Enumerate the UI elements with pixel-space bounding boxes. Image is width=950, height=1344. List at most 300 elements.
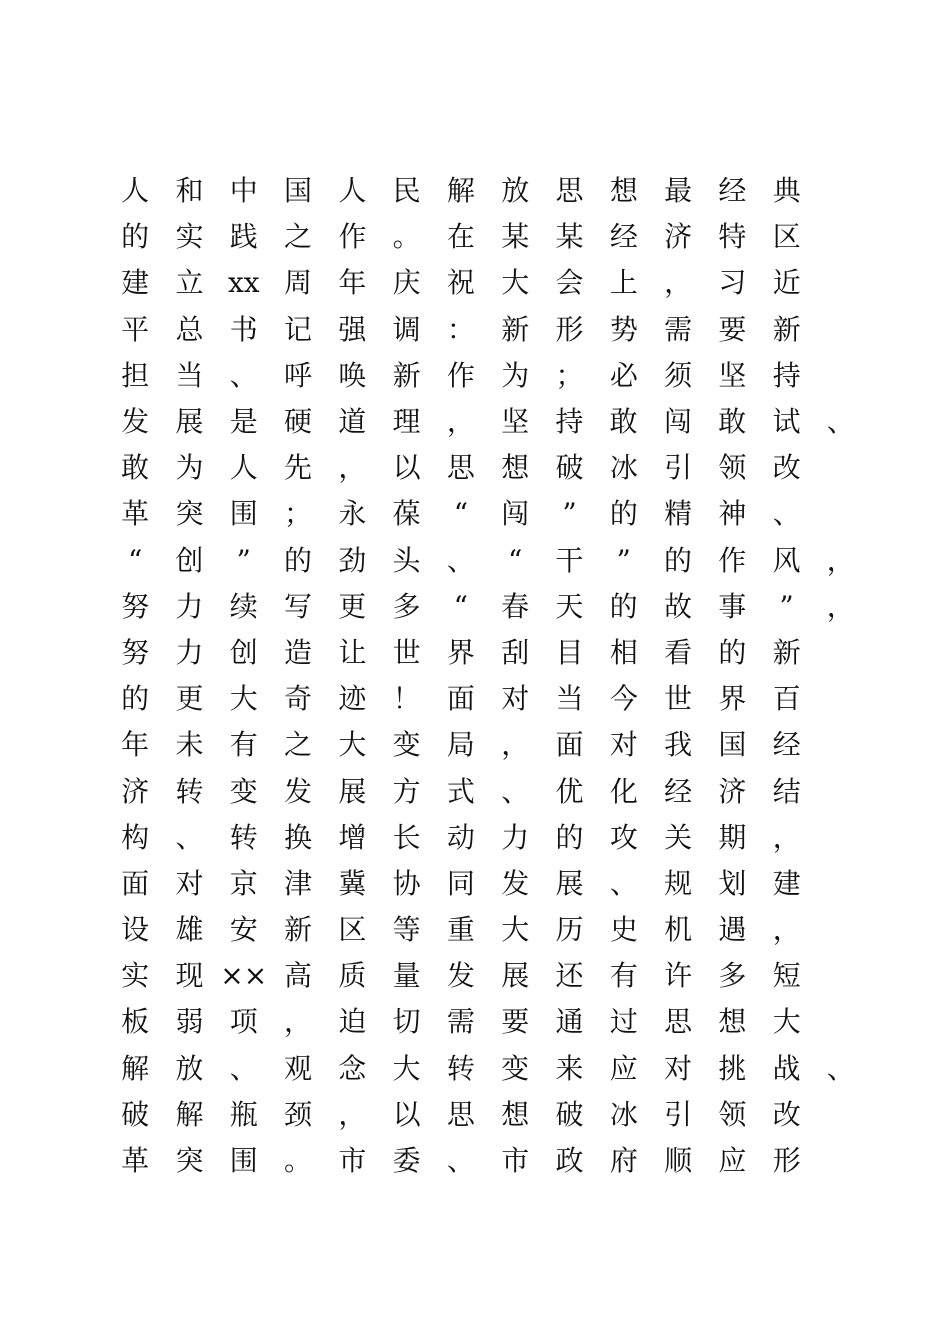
- text-char: 世: [392, 635, 421, 669]
- text-line: [108, 676, 868, 722]
- text-char: 试: [772, 405, 801, 439]
- text-char: 国: [284, 174, 313, 208]
- text-char: 呼: [284, 358, 313, 392]
- text-char: 国: [718, 728, 747, 762]
- text-char: 担: [121, 358, 150, 392]
- text-char: 中: [229, 174, 258, 208]
- text-char: 面: [555, 728, 584, 762]
- text-char: 写: [283, 589, 312, 623]
- text-char: 干: [555, 543, 584, 577]
- text-char: 挑: [718, 1051, 747, 1085]
- text-char: 事: [718, 589, 747, 623]
- text-char: 围: [229, 497, 258, 531]
- text-char: ，: [772, 820, 801, 854]
- text-char: 应: [609, 1051, 638, 1085]
- text-char: 新: [284, 913, 313, 947]
- text-char: 攻: [609, 820, 638, 854]
- text-char: 围: [229, 1144, 258, 1178]
- text-char: 区: [338, 913, 367, 947]
- text-char: 故: [663, 589, 692, 623]
- text-char: 市: [501, 1144, 530, 1178]
- text-char: 奇: [284, 682, 313, 716]
- text-char: 转: [229, 820, 258, 854]
- text-char: 史: [609, 913, 638, 947]
- text-char: 弱: [175, 1005, 204, 1039]
- text-char: 许: [664, 959, 693, 993]
- text-char: 。: [392, 220, 421, 254]
- text-char: 有: [229, 728, 258, 762]
- text-char: 战: [772, 1051, 801, 1085]
- text-char: 和: [175, 174, 204, 208]
- text-char: 放: [501, 174, 530, 208]
- text-char: 刮: [501, 635, 530, 669]
- text-char: ：: [446, 312, 475, 346]
- text-char: 闯: [663, 405, 692, 439]
- text-char: 、: [609, 866, 638, 900]
- text-char: 实: [175, 220, 204, 254]
- text-char: 人: [338, 174, 367, 208]
- text-char: 结: [772, 774, 801, 808]
- text-char: ，: [338, 451, 367, 485]
- text-char: ，: [664, 266, 693, 300]
- text-char: 践: [229, 220, 258, 254]
- text-line: [108, 584, 868, 630]
- text-line: [108, 630, 868, 676]
- text-char: 思: [446, 1097, 475, 1131]
- text-char: 思: [555, 174, 584, 208]
- text-line: [108, 538, 868, 584]
- text-char: 要: [718, 312, 747, 346]
- text-char: 想: [501, 1097, 530, 1131]
- text-char: 未: [175, 728, 204, 762]
- text-line: [108, 768, 868, 814]
- text-line: [108, 260, 868, 306]
- text-char: 高: [284, 959, 313, 993]
- text-char: 的: [718, 635, 747, 669]
- text-char: 冰: [609, 1097, 638, 1131]
- text-char: 在: [446, 220, 475, 254]
- text-char: 形: [772, 1144, 801, 1178]
- text-char: 闯: [501, 497, 530, 531]
- text-line: [108, 214, 868, 260]
- text-char: 现: [175, 959, 204, 993]
- text-line: [108, 722, 868, 768]
- text-char: 式: [446, 774, 475, 808]
- text-char: ，: [772, 913, 801, 947]
- text-char: 、: [229, 1051, 258, 1085]
- text-char: 同: [446, 866, 475, 900]
- text-char: 的: [283, 543, 312, 577]
- text-char: 突: [175, 1144, 204, 1178]
- text-char: 短: [772, 959, 801, 993]
- text-char: 新: [392, 358, 421, 392]
- text-char: 、: [501, 774, 530, 808]
- text-char: 规: [664, 866, 693, 900]
- text-char: 领: [718, 1097, 747, 1131]
- text-char: 局: [446, 728, 475, 762]
- text-char: 平: [121, 312, 150, 346]
- text-char: 雄: [175, 913, 204, 947]
- text-char: 实: [121, 959, 150, 993]
- text-line: [108, 815, 868, 861]
- text-char: 精: [664, 497, 693, 531]
- text-char: 风: [772, 543, 801, 577]
- text-char: 以: [392, 451, 421, 485]
- text-char: 安: [229, 913, 258, 947]
- text-char: 界: [446, 635, 475, 669]
- text-char: 、: [826, 405, 855, 439]
- text-char: 解: [446, 174, 475, 208]
- text-char: 的: [609, 497, 638, 531]
- text-char: 势: [609, 312, 638, 346]
- text-char: 引: [664, 451, 693, 485]
- text-char: “: [453, 497, 469, 531]
- text-char: 的: [663, 543, 692, 577]
- text-char: ”: [616, 543, 631, 577]
- text-char: ”: [562, 497, 577, 531]
- text-char: 的: [121, 220, 150, 254]
- text-char: 总: [175, 312, 204, 346]
- text-char: 最: [664, 174, 693, 208]
- text-char: 新: [772, 635, 801, 669]
- text-char: 展: [555, 866, 584, 900]
- text-char: 建: [772, 866, 801, 900]
- text-char: 大: [229, 682, 258, 716]
- text-char: 祝: [446, 266, 475, 300]
- text-char: ，: [284, 1005, 313, 1039]
- text-line: [108, 861, 868, 907]
- text-char: 敢: [121, 451, 150, 485]
- text-line: [108, 491, 868, 537]
- text-char: 上: [609, 266, 638, 300]
- text-char: 迫: [338, 1005, 367, 1039]
- text-char: 当: [555, 682, 584, 716]
- text-char: 冰: [609, 451, 638, 485]
- text-char: 书: [229, 312, 258, 346]
- text-char: 冀: [338, 866, 367, 900]
- text-char: 通: [555, 1005, 584, 1039]
- text-char: 方: [392, 774, 421, 808]
- text-char: 有: [609, 959, 638, 993]
- text-char: 经: [718, 174, 747, 208]
- text-char: 转: [446, 1051, 475, 1085]
- text-char: 动: [446, 820, 475, 854]
- text-char: ，: [338, 1097, 367, 1131]
- text-char: 形: [555, 312, 584, 346]
- text-line: [108, 953, 868, 999]
- text-char: 大: [501, 266, 530, 300]
- text-char: 敢: [609, 405, 638, 439]
- text-line: [108, 1138, 868, 1184]
- text-char: “: [507, 543, 523, 577]
- text-char: “: [453, 589, 468, 623]
- text-char: 机: [664, 913, 693, 947]
- text-char: 市: [338, 1144, 367, 1178]
- text-char: 发: [121, 405, 150, 439]
- text-char: 调: [392, 312, 421, 346]
- text-char: 要: [501, 1005, 530, 1039]
- text-char: 更: [338, 589, 367, 623]
- text-char: 目: [555, 635, 584, 669]
- text-char: 来: [555, 1051, 584, 1085]
- text-char: ××: [220, 959, 268, 993]
- text-char: 展: [501, 959, 530, 993]
- text-char: 必: [609, 358, 638, 392]
- text-char: 过: [609, 1005, 638, 1039]
- text-char: 敢: [718, 405, 747, 439]
- text-char: 坚: [501, 405, 530, 439]
- text-char: 顺: [664, 1144, 693, 1178]
- text-char: 领: [718, 451, 747, 485]
- text-char: 近: [772, 266, 801, 300]
- text-char: 发: [501, 866, 530, 900]
- text-char: 思: [446, 451, 475, 485]
- text-char: 特: [718, 220, 747, 254]
- text-char: 看: [664, 635, 693, 669]
- text-char: 变: [229, 774, 258, 808]
- text-char: ；: [284, 497, 313, 531]
- text-char: 经: [609, 220, 638, 254]
- text-char: 庆: [392, 266, 421, 300]
- text-char: 重: [446, 913, 475, 947]
- text-char: 需: [664, 312, 693, 346]
- text-char: 念: [338, 1051, 367, 1085]
- text-char: 化: [609, 774, 638, 808]
- text-char: 革: [121, 497, 150, 531]
- text-char: 观: [283, 1051, 312, 1085]
- text-char: 津: [284, 866, 313, 900]
- text-char: 想: [718, 1005, 747, 1039]
- text-char: 解: [175, 1097, 204, 1131]
- text-char: 。: [284, 1144, 313, 1178]
- text-char: 济: [121, 774, 150, 808]
- text-char: 破: [555, 1097, 584, 1131]
- text-char: 道: [338, 405, 367, 439]
- text-char: 大: [392, 1051, 421, 1085]
- text-char: 期: [718, 820, 747, 854]
- text-char: 引: [664, 1097, 693, 1131]
- text-char: 想: [609, 174, 638, 208]
- text-char: 努: [121, 635, 150, 669]
- text-char: 设: [121, 913, 150, 947]
- text-char: 还: [555, 959, 584, 993]
- text-char: 立: [175, 266, 204, 300]
- text-char: 等: [392, 913, 421, 947]
- text-char: xx: [227, 266, 260, 300]
- text-char: 头: [392, 543, 421, 577]
- text-char: 迹: [338, 682, 367, 716]
- text-char: 项: [229, 1005, 258, 1039]
- text-char: 强: [338, 312, 367, 346]
- text-char: 思: [664, 1005, 693, 1039]
- text-line: [108, 999, 868, 1045]
- text-char: 长: [392, 820, 421, 854]
- text-char: 作: [338, 220, 367, 254]
- text-char: 以: [392, 1097, 421, 1131]
- text-char: 对: [609, 728, 638, 762]
- text-char: 、: [229, 358, 258, 392]
- text-char: 济: [718, 774, 747, 808]
- text-char: 颈: [284, 1097, 313, 1131]
- text-char: 造: [284, 635, 313, 669]
- text-char: 解: [121, 1051, 150, 1085]
- text-char: 区: [772, 220, 801, 254]
- text-char: 当: [175, 358, 204, 392]
- text-char: 周: [284, 266, 313, 300]
- text-char: 应: [718, 1144, 747, 1178]
- text-char: 展: [175, 405, 204, 439]
- text-char: 作: [718, 543, 747, 577]
- body-text: [108, 168, 868, 1184]
- text-char: 硬: [283, 405, 312, 439]
- text-char: 转: [175, 774, 204, 808]
- text-char: 大: [501, 913, 530, 947]
- text-line: [108, 1092, 868, 1138]
- text-char: 、: [772, 497, 801, 531]
- text-char: 放: [175, 1051, 204, 1085]
- text-char: 换: [284, 820, 313, 854]
- text-char: 力: [175, 635, 204, 669]
- text-char: 之: [284, 220, 313, 254]
- text-char: ，: [826, 589, 855, 623]
- text-char: ，: [446, 405, 475, 439]
- text-char: 板: [121, 1005, 150, 1039]
- text-char: ”: [779, 589, 794, 623]
- text-char: 变: [392, 728, 421, 762]
- text-line: [108, 1046, 868, 1092]
- text-char: 年: [338, 266, 367, 300]
- text-char: 遇: [718, 913, 747, 947]
- text-char: 协: [392, 866, 421, 900]
- text-char: 持: [555, 405, 584, 439]
- text-char: 努: [121, 589, 150, 623]
- text-char: 对: [501, 682, 530, 716]
- text-char: 面: [121, 866, 150, 900]
- text-char: 春: [501, 589, 530, 623]
- text-line: [108, 353, 868, 399]
- text-char: 民: [392, 174, 421, 208]
- text-char: 、: [175, 820, 204, 854]
- text-char: 更: [175, 682, 204, 716]
- text-line: [108, 399, 868, 445]
- text-char: 永: [338, 497, 367, 531]
- text-char: 记: [284, 312, 313, 346]
- text-char: 对: [175, 866, 204, 900]
- text-char: 葆: [392, 497, 421, 531]
- text-char: 某: [555, 220, 584, 254]
- text-char: 对: [663, 1051, 692, 1085]
- text-char: 是: [229, 405, 258, 439]
- text-char: 界: [718, 682, 747, 716]
- text-char: 革: [121, 1144, 150, 1178]
- text-char: 多: [392, 589, 421, 623]
- text-char: 大: [338, 728, 367, 762]
- text-char: 划: [718, 866, 747, 900]
- text-char: 京: [229, 866, 258, 900]
- text-char: 构: [121, 820, 150, 854]
- text-char: 某: [501, 220, 530, 254]
- text-char: 续: [229, 589, 258, 623]
- text-char: 展: [338, 774, 367, 808]
- text-char: 发: [446, 959, 475, 993]
- text-char: 的: [555, 820, 584, 854]
- text-char: 会: [555, 266, 584, 300]
- text-char: 量: [392, 959, 421, 993]
- text-char: 人: [229, 451, 258, 485]
- text-char: 破: [121, 1097, 150, 1131]
- text-char: 作: [446, 358, 475, 392]
- text-char: 需: [446, 1005, 475, 1039]
- text-char: 习: [718, 266, 747, 300]
- text-char: 唤: [338, 358, 367, 392]
- text-char: 相: [609, 635, 638, 669]
- text-char: 天: [555, 589, 584, 623]
- text-char: 大: [772, 1005, 801, 1039]
- text-char: 经: [664, 774, 693, 808]
- text-char: 变: [501, 1051, 530, 1085]
- text-char: ”: [236, 543, 251, 577]
- text-char: 瓶: [229, 1097, 258, 1131]
- text-char: 力: [175, 589, 204, 623]
- text-char: 政: [555, 1144, 584, 1178]
- text-char: 让: [338, 635, 367, 669]
- text-char: 创: [175, 543, 204, 577]
- text-char: 理: [392, 405, 421, 439]
- text-char: 改: [772, 451, 801, 485]
- text-char: 为: [501, 358, 530, 392]
- text-char: 改: [772, 1097, 801, 1131]
- text-char: 今: [609, 682, 638, 716]
- text-char: 发: [284, 774, 313, 808]
- text-char: 关: [664, 820, 693, 854]
- text-char: 我: [664, 728, 693, 762]
- text-char: 力: [501, 820, 530, 854]
- text-char: 百: [772, 682, 801, 716]
- text-char: ，: [826, 543, 855, 577]
- text-char: 年: [121, 728, 150, 762]
- text-char: 新: [501, 312, 530, 346]
- text-char: 人: [121, 174, 150, 208]
- text-char: 、: [446, 543, 475, 577]
- text-char: 、: [826, 1051, 855, 1085]
- text-char: 为: [175, 451, 204, 485]
- text-char: “: [127, 543, 143, 577]
- text-char: 的: [609, 589, 638, 623]
- text-char: 坚: [718, 358, 747, 392]
- text-char: 典: [772, 174, 801, 208]
- text-char: 切: [392, 1005, 421, 1039]
- text-char: 多: [718, 959, 747, 993]
- text-char: 想: [501, 451, 530, 485]
- text-char: 面: [446, 682, 475, 716]
- text-char: 济: [664, 220, 693, 254]
- text-char: 质: [338, 959, 367, 993]
- text-char: 神: [718, 497, 747, 531]
- text-char: 优: [555, 774, 584, 808]
- text-char: 持: [772, 358, 801, 392]
- text-char: 建: [121, 266, 150, 300]
- text-char: ！: [392, 682, 421, 716]
- text-char: 之: [284, 728, 313, 762]
- text-char: 世: [664, 682, 693, 716]
- text-char: 突: [175, 497, 204, 531]
- text-char: 劲: [338, 543, 367, 577]
- text-line: [108, 445, 868, 491]
- text-char: 先: [284, 451, 313, 485]
- text-char: 历: [555, 913, 584, 947]
- text-char: ，: [501, 728, 530, 762]
- text-char: 、: [446, 1144, 475, 1178]
